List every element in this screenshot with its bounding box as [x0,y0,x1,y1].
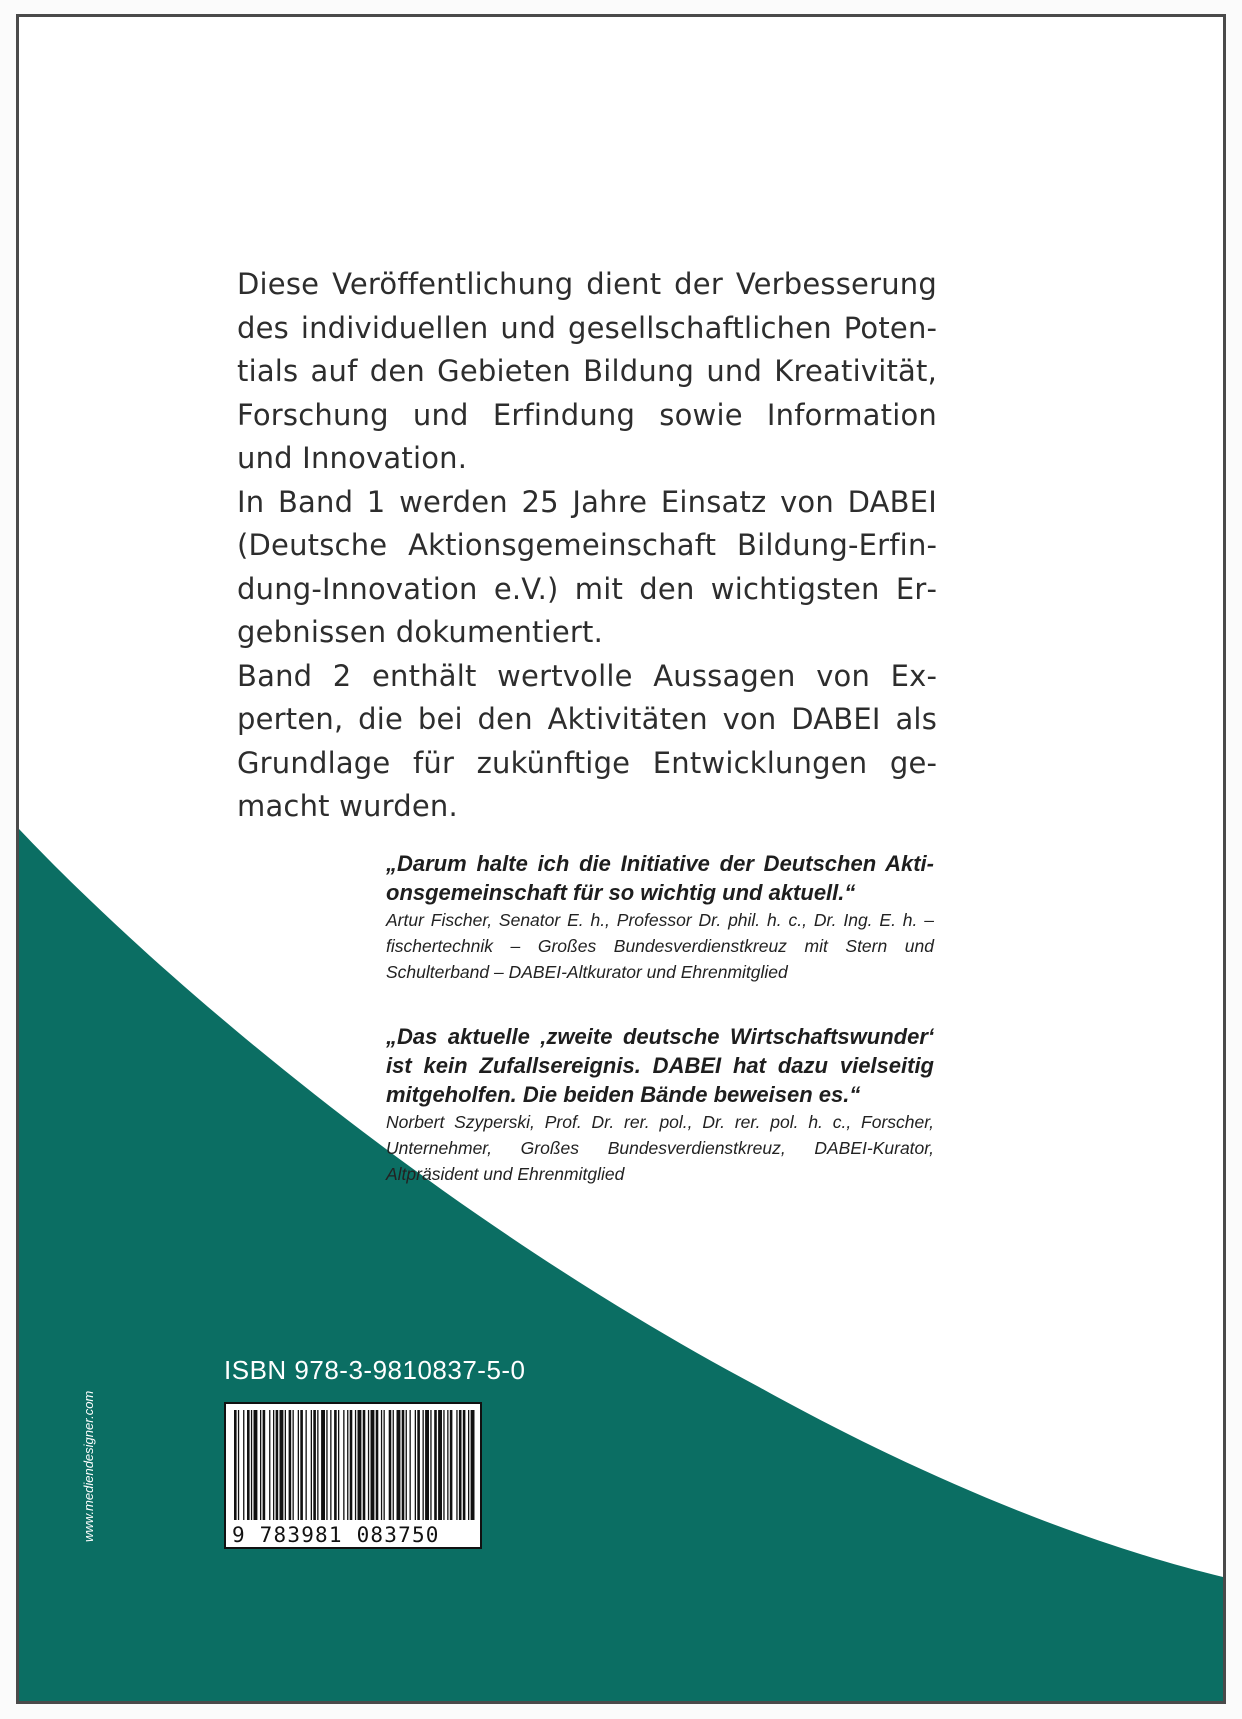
quote-szyperski [386,1022,934,1187]
barcode-bar [276,1410,279,1520]
barcode-bar [406,1410,407,1520]
barcode-bar [371,1410,375,1520]
barcode-bar [410,1410,411,1520]
barcode-bar [355,1410,356,1520]
barcode-bar [260,1410,261,1520]
barcode-bar [389,1410,392,1520]
barcode-bar [334,1410,337,1520]
barcode-bar [285,1410,286,1520]
barcode-bar [243,1410,244,1520]
barcode-bar [293,1410,294,1520]
quote-text: „Das aktuelle ‚zweite deutsche Wirtschaftswunder‘ ist kein Zufallsereignis. DABEI hat dazu vielseitig mitgeholfen. Die beiden Bände beweisen es.“ [386,1024,934,1107]
barcode-bar [456,1410,457,1520]
barcode-bar [397,1410,401,1520]
barcode-bar [317,1410,318,1520]
isbn-label: ISBN 978-3-9810837-5-0 [224,1355,526,1385]
barcode-bar [311,1410,312,1520]
barcode-bar [430,1410,431,1520]
barcode-bar [423,1410,424,1520]
quote-attribution: Norbert Szyperski, Prof. Dr. rer. pol., Dr. rer. pol. h. c., Forscher, Unternehmer, Großes Bundesverdienstkreuz, DABEI-Kurator, Altpräsident und Ehrenmitglied [386,1112,934,1184]
barcode-bar [330,1410,331,1520]
barcode-bar [280,1410,284,1520]
barcode-bar [381,1410,382,1520]
barcode-bar [306,1410,307,1520]
book-back-cover [16,14,1226,1704]
barcode-digits: 9 783981 083750 [232,1523,476,1547]
barcode-bar [326,1410,327,1520]
barcode-bar [358,1410,362,1520]
barcode-bar [368,1410,369,1520]
quote-text: „Darum halte ich die Initiative der Deutschen Aktionsgemeinschaft für so wichtig und aktuell.“ [386,851,934,905]
barcode-bar [273,1410,274,1520]
barcode [224,1402,482,1549]
barcode-bar [234,1410,237,1520]
barcode-bar [384,1410,385,1520]
barcode-bar [438,1410,442,1520]
barcode-bar [363,1410,366,1520]
barcode-bar [269,1410,270,1520]
barcode-bar [251,1410,252,1520]
cover-blurb [237,263,937,829]
blurb-paragraph-3: Band 2 enthält wertvolle Aussagen von Experten, die bei den Aktivitäten von DABEI als Grundlage für zukünftige Entwicklungen gemacht wurden. [237,658,937,823]
barcode-bar [313,1410,316,1520]
publisher-url: www.mediendesigner.com [81,1390,96,1542]
barcode-bar [425,1410,429,1520]
barcode-bar [347,1410,348,1520]
quote-fischer [386,849,934,985]
barcode-bar [417,1410,420,1520]
barcode-bar [450,1410,453,1520]
barcode-bar [263,1410,266,1520]
barcode-bar [338,1410,339,1520]
barcode-bar [376,1410,379,1520]
barcode-bar [459,1410,462,1520]
barcode-bar [247,1410,250,1520]
blurb-paragraph-2: In Band 1 werden 25 Jahre Einsatz von DABEI (Deutsche Aktionsgemeinschaft Bildung-Erfindung-Innovation e.V.) mit den wichtigsten Ergebnissen dokumentiert. [237,484,937,649]
barcode-bar [343,1410,344,1520]
barcode-bar [393,1410,394,1520]
barcode-bar [434,1410,437,1520]
barcode-bar [254,1410,258,1520]
barcode-bar [447,1410,448,1520]
barcode-bar [289,1410,292,1520]
barcode-bar [402,1410,405,1520]
barcode-bar [415,1410,416,1520]
barcode-bar [463,1410,466,1520]
barcode-bar [298,1410,299,1520]
barcode-bar [350,1410,353,1520]
blurb-paragraph-1: Diese Veröffentlichung dient der Verbesserung des individuellen und gesellschaftlichen Potentials auf den Gebieten Bildung und Kreativität, Forschung und Erfindung sowie Information und Innovation. [237,267,937,475]
barcode-bar [300,1410,303,1520]
barcode-bar [238,1410,239,1520]
barcode-bar [468,1410,469,1520]
barcode-bar [321,1410,325,1520]
barcode-bar [443,1410,444,1520]
quote-attribution: Artur Fischer, Senator E. h., Professor Dr. phil. h. c., Dr. Ing. E. h. – fischertechnik – Großes Bundesverdienstkreuz mit Stern und Schulterband – DABEI-Altkurator und Ehrenmitglied [386,910,934,982]
barcode-bar [471,1410,475,1520]
